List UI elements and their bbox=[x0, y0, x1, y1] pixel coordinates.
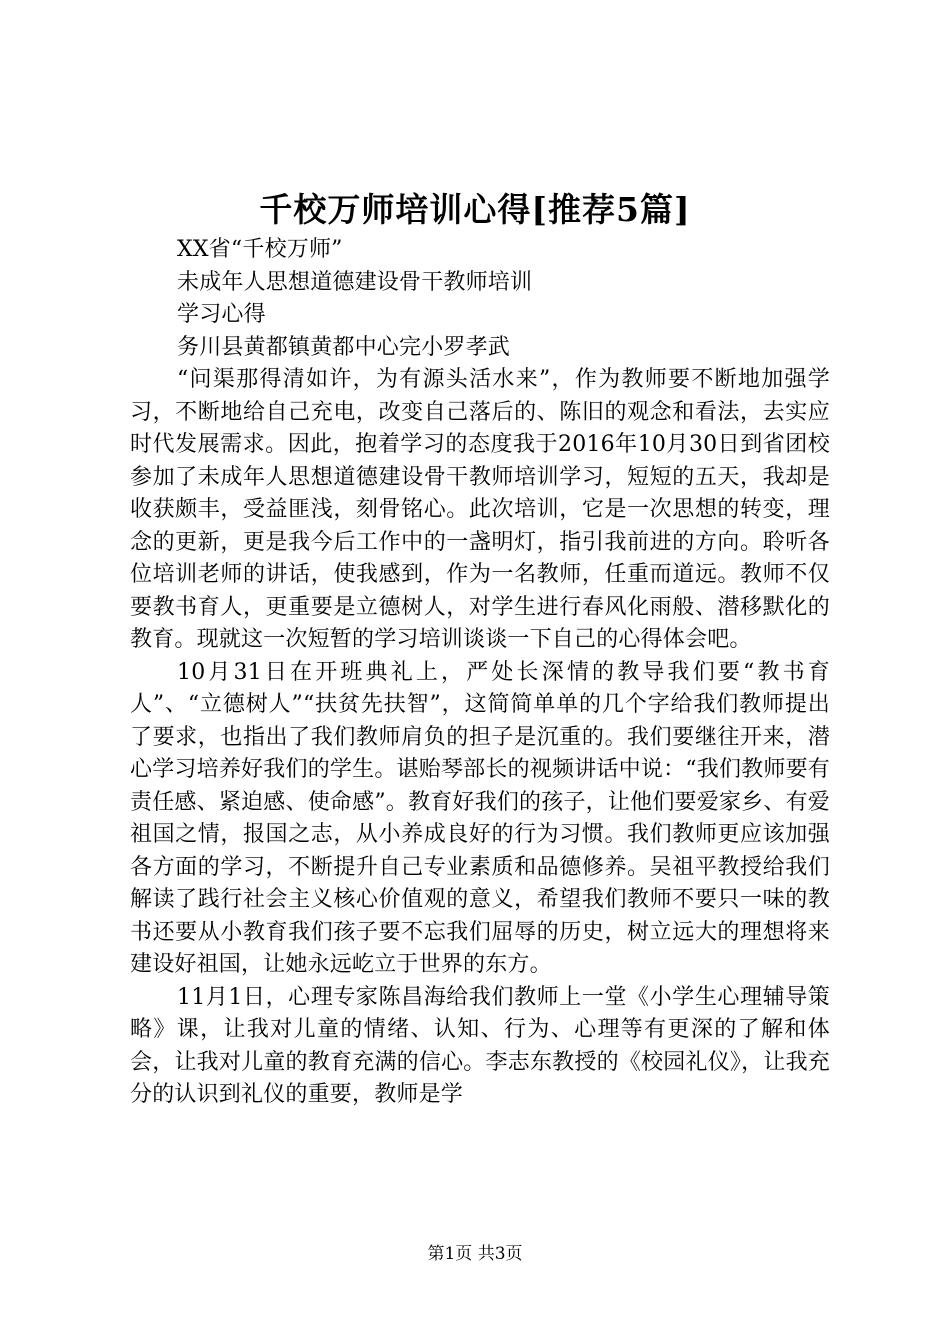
paragraph-2: 10月31日在开班典礼上，严处长深情的教导我们要“教书育人”、“立德树人”“扶贫先扶智”，这简简单单的几个字给我们教师提出了要求，也指出了我们教师肩负的担子是沉重的。我们要继往开来，潜心学习培养好我们的学生。谌贻琴部长的视频讲话中说：“我们教师要有责任感、紧迫感、使命感”。教育好我们的孩子，让他们要爱家乡、有爱祖国之情，报国之志，从小养成良好的行为习惯。我们教师更应该加强各方面的学习，不断提升自己专业素质和品德修养。吴祖平教授给我们解读了践行社会主义核心价值观的意义，希望我们教师不要只一味的教书还要从小教育我们孩子要不忘我们屈辱的历史，树立远大的理想将来建设好祖国，让她永远屹立于世界的东方。 bbox=[130, 659, 830, 977]
header-line-subtitle: 学习心得 bbox=[177, 302, 266, 327]
paragraph-1: “问渠那得清如许，为有源头活水来”，作为教师要不断地加强学习，不断地给自己充电，改变自己落后的、陈旧的观念和看法，去实应时代发展需求。因此，抱着学习的态度我于2016年10月30日到省团校参加了未成年人思想道德建设骨干教师培训学习，短短的五天，我却是收获颇丰，受益匪浅，刻骨铭心。此次培训，它是一次思想的转变，理念的更新，更是我今后工作中的一盏明灯，指引我前进的方向。聆听各位培训老师的讲话，使我感到，作为一名教师，任重而道远。教师不仅要教书育人，更重要是立德树人，对学生进行春风化雨般、潜移默化的教育。现就这一次短暂的学习培训谈谈一下自己的心得体会吧。 bbox=[130, 367, 830, 652]
document-body bbox=[130, 234, 830, 1112]
header-line-author: 务川县黄都镇黄都中心完小罗孝武 bbox=[177, 334, 511, 360]
header-line-province: XX省“千校万师” bbox=[177, 237, 343, 262]
document-title: 千校万师培训心得[推荐5篇] bbox=[259, 190, 691, 229]
header-line-training-name: 未成年人思想道德建设骨干教师培训 bbox=[177, 269, 533, 295]
paragraph-3: 11月1日，心理专家陈昌海给我们教师上一堂《小学生心理辅导策略》课，让我对儿童的情绪、认知、行为、心理等有更深的了解和体会，让我对儿童的教育充满的信心。李志东教授的《校园礼仪》，让我充分的认识到礼仪的重要，教师是学 bbox=[130, 984, 830, 1107]
page-number-footer: 第1页 共3页 bbox=[427, 1244, 523, 1264]
